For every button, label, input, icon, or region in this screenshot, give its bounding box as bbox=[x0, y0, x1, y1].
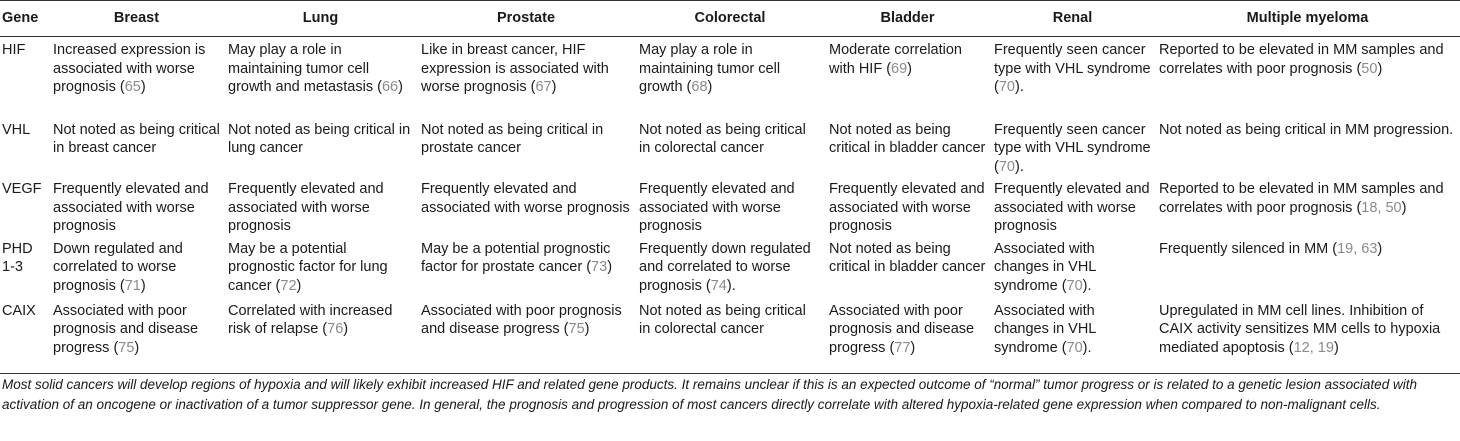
cell-text: Frequently elevated and associated with worse prognosis bbox=[994, 181, 1150, 234]
table-cell bbox=[1155, 236, 1460, 298]
cell-text: Reported to be elevated in MM samples and correlates with poor prognosis ( bbox=[1159, 42, 1444, 77]
cell-text: Not noted as being critical in bladder cancer bbox=[829, 121, 986, 156]
citation-ref[interactable]: 66 bbox=[381, 79, 399, 95]
table-cell bbox=[417, 117, 635, 177]
cell-text-suffix: ) bbox=[707, 79, 713, 95]
cell-text: Not noted as being critical in MM progression. bbox=[1159, 121, 1454, 138]
citation-ref[interactable]: 50 bbox=[1361, 60, 1378, 77]
cell-text: Not noted as being critical in bladder cancer bbox=[829, 240, 986, 275]
citation-ref[interactable]: 65 bbox=[124, 79, 141, 95]
table-cell bbox=[825, 298, 990, 374]
citation-ref[interactable]: 70 bbox=[1066, 277, 1083, 294]
table-cell bbox=[825, 236, 990, 298]
table-row bbox=[0, 298, 1460, 374]
cell-text-suffix: ) bbox=[1377, 60, 1383, 77]
cell-text: Frequently elevated and associated with worse prognosis bbox=[639, 181, 795, 234]
table-cell bbox=[990, 236, 1155, 298]
citation-ref[interactable]: 71 bbox=[124, 277, 141, 294]
table-cell bbox=[635, 236, 825, 298]
cell-text-suffix: ) bbox=[343, 321, 349, 337]
citation-ref[interactable]: 72 bbox=[280, 277, 297, 294]
cell-text: May be a potential prognostic factor for prostate cancer ( bbox=[421, 240, 611, 275]
cell-text: Frequently seen cancer type with VHL syndrome ( bbox=[994, 121, 1151, 175]
table-cell bbox=[224, 37, 417, 117]
table-cell bbox=[990, 176, 1155, 236]
table-cell bbox=[224, 236, 417, 298]
cell-text: Reported to be elevated in MM samples and correlates with poor prognosis ( bbox=[1159, 181, 1444, 216]
table-cell bbox=[224, 298, 417, 374]
cell-text-suffix: ) bbox=[140, 277, 146, 294]
cell-text: Frequently seen cancer type with VHL syndrome ( bbox=[994, 42, 1151, 95]
table-cell bbox=[417, 176, 635, 236]
table-footnote: Most solid cancers will develop regions of hypoxia and will likely exhibit increased HIF and related gene products. It remains unclear if this is an expected outcome of “normal” tumor progress or is related to a genetic lesion associated with activation of an oncogene or inactivation of a tumor suppressor gene. In general, the prognosis and progression of most cancers directly correlate with altered hypoxia-related gene expression when compared to non-malignant cells. bbox=[2, 377, 1417, 412]
cell-text: May play a role in maintaining tumor cell growth ( bbox=[639, 42, 781, 95]
table-cell bbox=[635, 117, 825, 177]
table-cell bbox=[49, 37, 224, 117]
table-cell bbox=[417, 236, 635, 298]
table-cell bbox=[635, 298, 825, 374]
cell-text: Not noted as being critical in breast cancer bbox=[53, 121, 220, 156]
header-colorectal: Colorectal bbox=[635, 1, 825, 37]
table-cell bbox=[1155, 117, 1460, 177]
cell-text-suffix: ) bbox=[551, 79, 557, 95]
table-cell bbox=[49, 176, 224, 236]
gene-cell: PHD 1-3 bbox=[2, 240, 33, 275]
cell-text-suffix: ) bbox=[607, 259, 613, 275]
citation-ref[interactable]: 67 bbox=[535, 79, 552, 95]
cell-text-suffix: ) bbox=[398, 79, 403, 95]
gene-cell: CAIX bbox=[0, 298, 49, 374]
citation-ref[interactable]: 76 bbox=[327, 321, 344, 337]
cell-text: Correlated with increased risk of relapse ( bbox=[228, 302, 393, 337]
table-cell bbox=[224, 176, 417, 236]
table-row bbox=[0, 117, 1460, 177]
cell-text: Associated with poor prognosis and disease progress ( bbox=[53, 302, 199, 356]
cell-text: Like in breast cancer, HIF expression is associated with worse prognosis ( bbox=[421, 42, 609, 95]
cell-text-suffix: ). bbox=[1014, 79, 1024, 95]
cell-text-suffix: ) bbox=[134, 339, 140, 356]
cell-text: Moderate correlation with HIF ( bbox=[829, 42, 962, 77]
citation-ref[interactable]: 70 bbox=[998, 158, 1015, 175]
table-cell bbox=[224, 117, 417, 177]
table-cell bbox=[417, 37, 635, 117]
citation-ref[interactable]: 69 bbox=[891, 60, 908, 77]
citation-ref[interactable]: 12, 19 bbox=[1293, 339, 1334, 356]
cell-text-suffix: ) bbox=[907, 60, 913, 77]
header-breast: Breast bbox=[49, 1, 224, 37]
cell-text: Frequently down regulated and correlated to worse prognosis ( bbox=[639, 240, 811, 294]
table-cell bbox=[990, 37, 1155, 117]
citation-ref[interactable]: 68 bbox=[691, 79, 708, 95]
citation-ref[interactable]: 73 bbox=[591, 259, 608, 275]
table-cell bbox=[1155, 298, 1460, 374]
cell-text: Upregulated in MM cell lines. Inhibition of CAIX activity sensitizes MM cells to hypoxia mediated apoptosis ( bbox=[1159, 302, 1441, 356]
table-cell bbox=[1155, 37, 1460, 117]
cell-text-suffix: ) bbox=[140, 79, 146, 95]
table-row bbox=[0, 37, 1460, 117]
header-row bbox=[0, 1, 1460, 37]
header-bladder: Bladder bbox=[825, 1, 990, 37]
cell-text-suffix: ) bbox=[1333, 339, 1339, 356]
table-cell bbox=[417, 298, 635, 374]
table-cell bbox=[635, 37, 825, 117]
gene-cell: VHL bbox=[2, 121, 31, 138]
cell-text: May play a role in maintaining tumor cell growth and metastasis ( bbox=[228, 42, 382, 95]
cell-text: Frequently elevated and associated with worse prognosis bbox=[228, 181, 384, 234]
cell-text: Associated with poor prognosis and disease progress ( bbox=[421, 302, 622, 337]
cell-text-suffix: ) bbox=[584, 321, 590, 337]
table-cell bbox=[990, 117, 1155, 177]
cell-text: Frequently silenced in MM ( bbox=[1159, 240, 1338, 257]
citation-ref[interactable]: 77 bbox=[894, 339, 911, 356]
cell-text: Frequently elevated and associated with worse prognosis bbox=[421, 181, 630, 216]
table-cell bbox=[990, 298, 1155, 374]
cell-text: Associated with changes in VHL syndrome ( bbox=[994, 240, 1096, 294]
cell-text: Frequently elevated and associated with worse prognosis bbox=[829, 181, 985, 234]
header-prostate: Prostate bbox=[417, 1, 635, 37]
citation-ref[interactable]: 75 bbox=[568, 321, 585, 337]
cell-text: Not noted as being critical in colorectal cancer bbox=[639, 121, 806, 156]
header-renal: Renal bbox=[990, 1, 1155, 37]
table-cell bbox=[1155, 176, 1460, 236]
gene-cell: VEGF bbox=[2, 181, 42, 197]
cell-text: Down regulated and correlated to worse prognosis ( bbox=[53, 240, 183, 294]
citation-ref[interactable]: 70 bbox=[1066, 339, 1083, 356]
cell-text: Not noted as being critical in lung cancer bbox=[228, 121, 411, 156]
table-cell bbox=[49, 236, 224, 298]
table-row bbox=[0, 236, 1460, 298]
cell-text-suffix: ). bbox=[1082, 277, 1092, 294]
cell-text: Not noted as being critical in colorectal cancer bbox=[639, 302, 806, 337]
cell-text: Associated with changes in VHL syndrome ( bbox=[994, 302, 1096, 356]
cell-text: Not noted as being critical in prostate cancer bbox=[421, 121, 604, 156]
citation-ref[interactable]: 19, 63 bbox=[1337, 240, 1378, 257]
table-cell bbox=[49, 298, 224, 374]
header-lung: Lung bbox=[224, 1, 417, 37]
cell-text-suffix: ) bbox=[1377, 240, 1383, 257]
cell-text-suffix: ) bbox=[1401, 199, 1407, 216]
citation-ref[interactable]: 70 bbox=[998, 79, 1015, 95]
gene-cell: HIF bbox=[2, 42, 26, 58]
table-cell bbox=[49, 117, 224, 177]
cell-text-suffix: ) bbox=[910, 339, 916, 356]
header-gene: Gene bbox=[0, 1, 49, 37]
cell-text-suffix: ). bbox=[1082, 339, 1092, 356]
table-row bbox=[0, 176, 1460, 236]
table-cell bbox=[635, 176, 825, 236]
cell-text-suffix: ). bbox=[726, 277, 736, 294]
cell-text: Frequently elevated and associated with worse prognosis bbox=[53, 181, 209, 234]
table-cell bbox=[825, 37, 990, 117]
cell-text-suffix: ). bbox=[1014, 158, 1024, 175]
cell-text: May be a potential prognostic factor for lung cancer ( bbox=[228, 240, 388, 294]
citation-ref[interactable]: 75 bbox=[118, 339, 135, 356]
table-cell bbox=[825, 176, 990, 236]
cell-text: Increased expression is associated with worse prognosis ( bbox=[53, 42, 206, 95]
cell-text-suffix: ) bbox=[296, 277, 302, 294]
header-multiple-myeloma: Multiple myeloma bbox=[1155, 1, 1460, 37]
citation-ref[interactable]: 18, 50 bbox=[1361, 199, 1402, 216]
citation-ref[interactable]: 74 bbox=[710, 277, 727, 294]
table-cell bbox=[825, 117, 990, 177]
cell-text: Associated with poor prognosis and disease progress ( bbox=[829, 302, 975, 356]
